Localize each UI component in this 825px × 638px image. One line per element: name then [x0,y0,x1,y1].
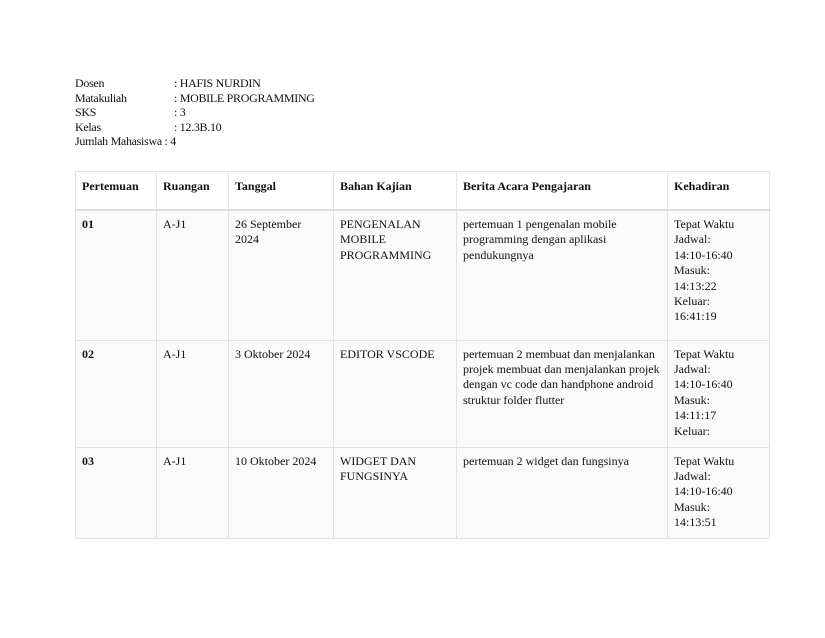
cell-bahan-kajian: WIDGET DAN FUNGSINYA [334,447,457,538]
cell-bahan-kajian: PENGENALAN MOBILE PROGRAMMING [334,210,457,340]
table-row [76,210,770,340]
cell-pertemuan: 01 [76,210,157,340]
info-dosen [75,76,315,91]
cell-ruangan: A-J1 [157,340,229,447]
attendance-keluar-label: Keluar: [674,423,710,438]
attendance-jadwal-label: Jadwal: [674,361,711,376]
info-jumlah-label: Jumlah Mahasiswa [75,134,162,148]
attendance-jadwal: 14:10-16:40 [674,377,733,392]
attendance-keluar-label: Keluar: [674,294,710,309]
cell-kehadiran [668,447,770,538]
info-sks-value: : 3 [174,105,186,119]
col-header-bahan-kajian: Bahan Kajian [334,172,457,211]
cell-berita-acara: pertemuan 1 pengenalan mobile programming dengan aplikasi pendukungnya [457,210,668,340]
col-header-tanggal: Tanggal [229,172,334,211]
info-matakuliah [75,91,315,106]
attendance-jadwal-label: Jadwal: [674,232,711,247]
attendance-jadwal-label: Jadwal: [674,468,711,483]
attendance-masuk-label: Masuk: [674,392,710,407]
cell-ruangan: A-J1 [157,447,229,538]
info-dosen-value: : HAFIS NURDIN [174,76,261,90]
cell-kehadiran [668,210,770,340]
info-jumlah-mahasiswa [75,134,315,149]
table-row [76,340,770,447]
col-header-pertemuan: Pertemuan [76,172,157,211]
cell-berita-acara: pertemuan 2 widget dan fungsinya [457,447,668,538]
attendance-jadwal: 14:10-16:40 [674,247,733,262]
attendance-status: Tepat Waktu [674,217,735,231]
info-jumlah-value: : 4 [161,134,176,148]
col-header-berita-acara: Berita Acara Pengajaran [457,172,668,211]
attendance-status: Tepat Waktu [674,453,735,468]
info-matakuliah-label: Matakuliah [75,90,127,105]
attendance-masuk: 14:13:22 [674,278,717,293]
cell-pertemuan: 03 [76,447,157,538]
cell-tanggal: 10 Oktober 2024 [229,447,334,538]
info-sks [75,105,315,120]
attendance-masuk: 14:11:17 [674,408,717,423]
attendance-masuk-label: Masuk: [674,263,710,278]
info-kelas-label: Kelas [75,119,101,134]
cell-kehadiran [668,340,770,447]
info-matakuliah-value: : MOBILE PROGRAMMING [174,90,315,105]
cell-tanggal: 26 September 2024 [229,210,334,340]
cell-tanggal: 3 Oktober 2024 [229,340,334,447]
table-row [76,447,770,538]
col-header-kehadiran: Kehadiran [668,172,770,211]
attendance-table [75,171,770,539]
info-kelas [75,120,315,135]
col-header-ruangan: Ruangan [157,172,229,211]
attendance-masuk: 14:13:51 [674,515,717,530]
attendance-jadwal: 14:10-16:40 [674,484,733,499]
attendance-status: Tepat Waktu [674,346,735,361]
table-header-row [76,172,770,211]
info-dosen-label: Dosen [75,76,105,90]
course-info [75,76,315,149]
attendance-keluar: 16:41:19 [674,309,717,324]
attendance-masuk-label: Masuk: [674,499,710,514]
info-kelas-value: : 12.3B.10 [174,119,222,134]
cell-pertemuan: 02 [76,340,157,447]
cell-bahan-kajian: EDITOR VSCODE [334,340,457,447]
cell-ruangan: A-J1 [157,210,229,340]
info-sks-label: SKS [75,105,97,119]
cell-berita-acara: pertemuan 2 membuat dan menjalankan projek membuat dan menjalankan projek dengan vc code dan handphone android struktur folder flutter [457,340,668,447]
